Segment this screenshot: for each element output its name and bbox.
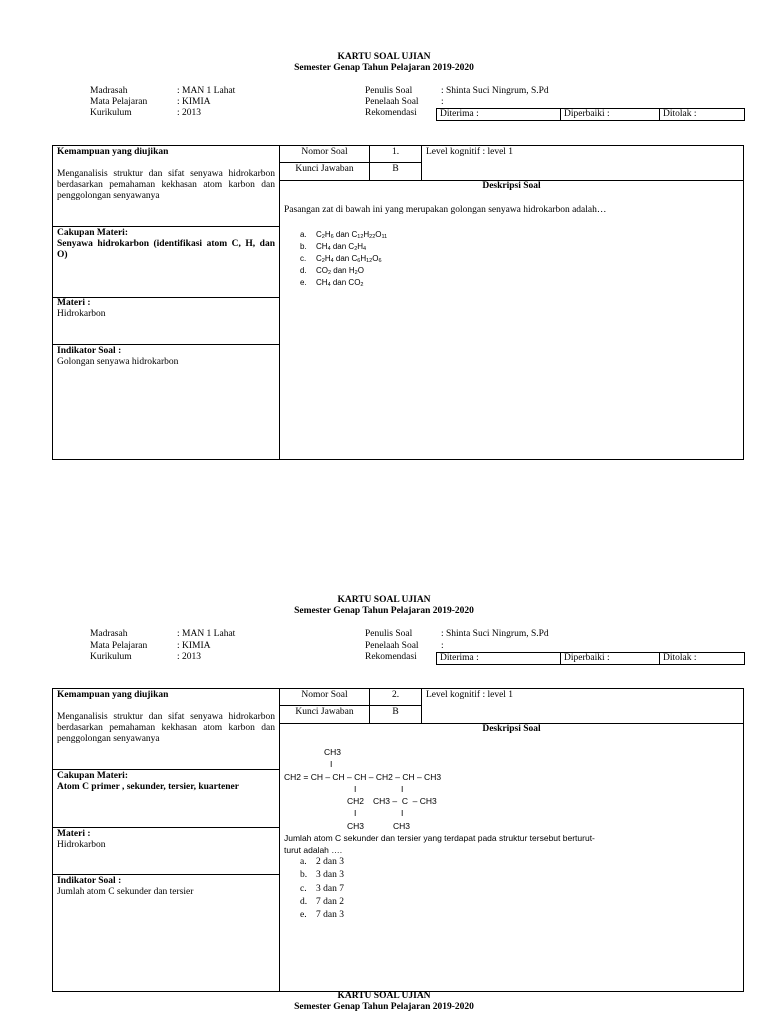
kemampuan-heading: Kemampuan yang diujikan (57, 147, 169, 157)
mapel-label: Mata Pelajaran (90, 641, 148, 651)
kurikulum-label: Kurikulum (90, 652, 132, 662)
card3-title: KARTU SOAL UJIAN (337, 991, 431, 1001)
divider (53, 769, 279, 770)
kurikulum-value: : 2013 (177, 652, 202, 662)
divider (53, 226, 279, 227)
divider (53, 827, 279, 828)
rekomendasi-label: Rekomendasi (365, 108, 417, 118)
card1-materi-text: Hidrokarbon (57, 309, 106, 319)
structure-main-chain: CH2 = CH – CH – CH – CH2 – CH – CH3 (284, 772, 442, 782)
madrasah-label: Madrasah (90, 86, 128, 96)
card1-kemampuan-text: Menganalisis struktur dan sifat senyawa hidrokarbon berdasarkan pemahaman kekhasan atom karbon dan penggolongan senyawanya (57, 169, 275, 201)
card2-indikator-text: Jumlah atom C sekunder dan tersier (57, 887, 194, 897)
penelaah-label: Penelaah Soal (365, 641, 419, 651)
structure-bottom-ch3-left: CH3 (347, 821, 365, 831)
structure-bar: I (401, 808, 404, 818)
penulis-label: Penulis Soal (365, 86, 413, 96)
madrasah-value: : MAN 1 Lahat (177, 629, 236, 639)
card2-kemampuan-text: Menganalisis struktur dan sifat senyawa hidrokarbon berdasarkan pemahaman kekhasan atom karbon dan penggolongan senyawanya (57, 712, 275, 744)
option-b: b. 3 dan 3 (300, 870, 344, 880)
structure-bar: I (354, 784, 357, 794)
card1-title: KARTU SOAL UJIAN (337, 52, 431, 62)
card1-kemampuan-heading (53, 147, 279, 158)
card1-subtitle: Semester Genap Tahun Pelajaran 2019-2020 (294, 63, 474, 73)
mapel-label: Mata Pelajaran (90, 97, 148, 107)
rekomendasi-box (436, 652, 745, 665)
card2-materi-text: Hidrokarbon (57, 840, 106, 850)
structure-branch-c: CH3 – C – CH3 (373, 796, 437, 806)
option-c: c. 3 dan 7 (300, 884, 344, 894)
rekomendasi-label: Rekomendasi (365, 652, 417, 662)
kurikulum-label: Kurikulum (90, 108, 132, 118)
card2-kunci-label: Kunci Jawaban (280, 706, 370, 724)
structure-bar: I (330, 759, 333, 769)
card1-level: Level kognitif : level 1 (426, 147, 514, 157)
card1-deskripsi-heading: Deskripsi Soal (482, 181, 541, 191)
card1-kunci-value: B (370, 163, 422, 181)
divider (53, 874, 279, 875)
option-e: e. 7 dan 3 (300, 910, 344, 920)
card2-deskripsi-heading: Deskripsi Soal (482, 724, 541, 734)
madrasah-label: Madrasah (90, 629, 128, 639)
card2-nomor-value: 2. (370, 689, 422, 706)
ditolak-cell: Ditolak : (663, 653, 697, 663)
option-a: a. $C_2H_6$ dan $C_{12}H_{22}O_{11}$ (300, 230, 388, 240)
card1-indikator-text: Golongan senyawa hidrokarbon (57, 357, 179, 367)
structure-top-ch3: CH3 (324, 747, 342, 757)
structure-bar: I (354, 808, 357, 818)
mapel-value: : KIMIA (177, 97, 211, 107)
card2-indikator-heading: Indikator Soal : (57, 876, 122, 886)
card1-options (280, 229, 480, 289)
diperbaiki-cell: Diperbaiki : (561, 653, 660, 664)
card2-title: KARTU SOAL UJIAN (337, 595, 431, 605)
penelaah-label: Penelaah Soal (365, 97, 419, 107)
card2-subtitle: Semester Genap Tahun Pelajaran 2019-2020 (294, 606, 474, 616)
diterima-cell: Diterima : (437, 109, 561, 120)
question-card-2 (52, 688, 744, 992)
option-b: b. $CH_4$ dan $C_2H_4$ (300, 242, 367, 252)
card2-options (280, 857, 480, 927)
diterima-cell: Diterima : (437, 653, 561, 664)
card2-cakupan-text: Atom C primer , sekunder, tersier, kuartener (57, 782, 239, 792)
card2-materi-heading: Materi : (57, 829, 91, 839)
penulis-value: : Shinta Suci Ningrum, S.Pd (441, 629, 549, 639)
penulis-value: : Shinta Suci Ningrum, S.Pd (441, 86, 549, 96)
card1-indikator-heading: Indikator Soal : (57, 346, 122, 356)
question-card-1 (52, 145, 744, 460)
kurikulum-value: : 2013 (177, 108, 202, 118)
kemampuan-heading: Kemampuan yang diujikan (57, 690, 169, 700)
card2-kunci-value: B (370, 706, 422, 724)
card1-question: Pasangan zat di bawah ini yang merupakan golongan senyawa hidrokarbon adalah… (284, 205, 607, 215)
option-d: d. $CO_2$ dan $H_2O$ (300, 266, 364, 276)
rekomendasi-box (436, 108, 745, 121)
option-e: e. $CH_4$ dan $CO_2$ (300, 278, 364, 288)
card2-nomor-label: Nomor Soal (280, 689, 370, 706)
card1-cakupan-heading: Cakupan Materi: (57, 228, 128, 238)
mapel-value: : KIMIA (177, 641, 211, 651)
card1-materi-heading: Materi : (57, 298, 91, 308)
penulis-label: Penulis Soal (365, 629, 413, 639)
structure-branch-ch2: CH2 (347, 796, 365, 806)
option-d: d. 7 dan 2 (300, 897, 344, 907)
structure-bar: I (401, 784, 404, 794)
card1-kunci-label: Kunci Jawaban (280, 163, 370, 181)
card1-nomor-label: Nomor Soal (280, 146, 370, 163)
option-c: c. $C_2H_4$ dan $C_6H_{12}O_6$ (300, 254, 382, 264)
card3-subtitle: Semester Genap Tahun Pelajaran 2019-2020 (294, 1002, 474, 1012)
card2-question: Jumlah atom C sekunder dan tersier yang terdapat pada struktur tersebut berturut-turut adalah …. (284, 833, 595, 855)
card2-level: Level kognitif : level 1 (426, 690, 514, 700)
divider (53, 344, 279, 345)
card1-cakupan-text: Senyawa hidrokarbon (identifikasi atom C, H, dan O) (57, 239, 275, 260)
structure-bottom-ch3-right: CH3 (393, 821, 411, 831)
card2-cakupan-heading: Cakupan Materi: (57, 771, 128, 781)
card2-kemampuan-heading (53, 690, 279, 701)
card1-nomor-value: 1. (370, 146, 422, 163)
diperbaiki-cell: Diperbaiki : (561, 109, 660, 120)
option-a: a. 2 dan 3 (300, 857, 344, 867)
penelaah-value: : (441, 641, 444, 651)
madrasah-value: : MAN 1 Lahat (177, 86, 236, 96)
ditolak-cell: Ditolak : (663, 109, 697, 119)
penelaah-value: : (441, 97, 444, 107)
